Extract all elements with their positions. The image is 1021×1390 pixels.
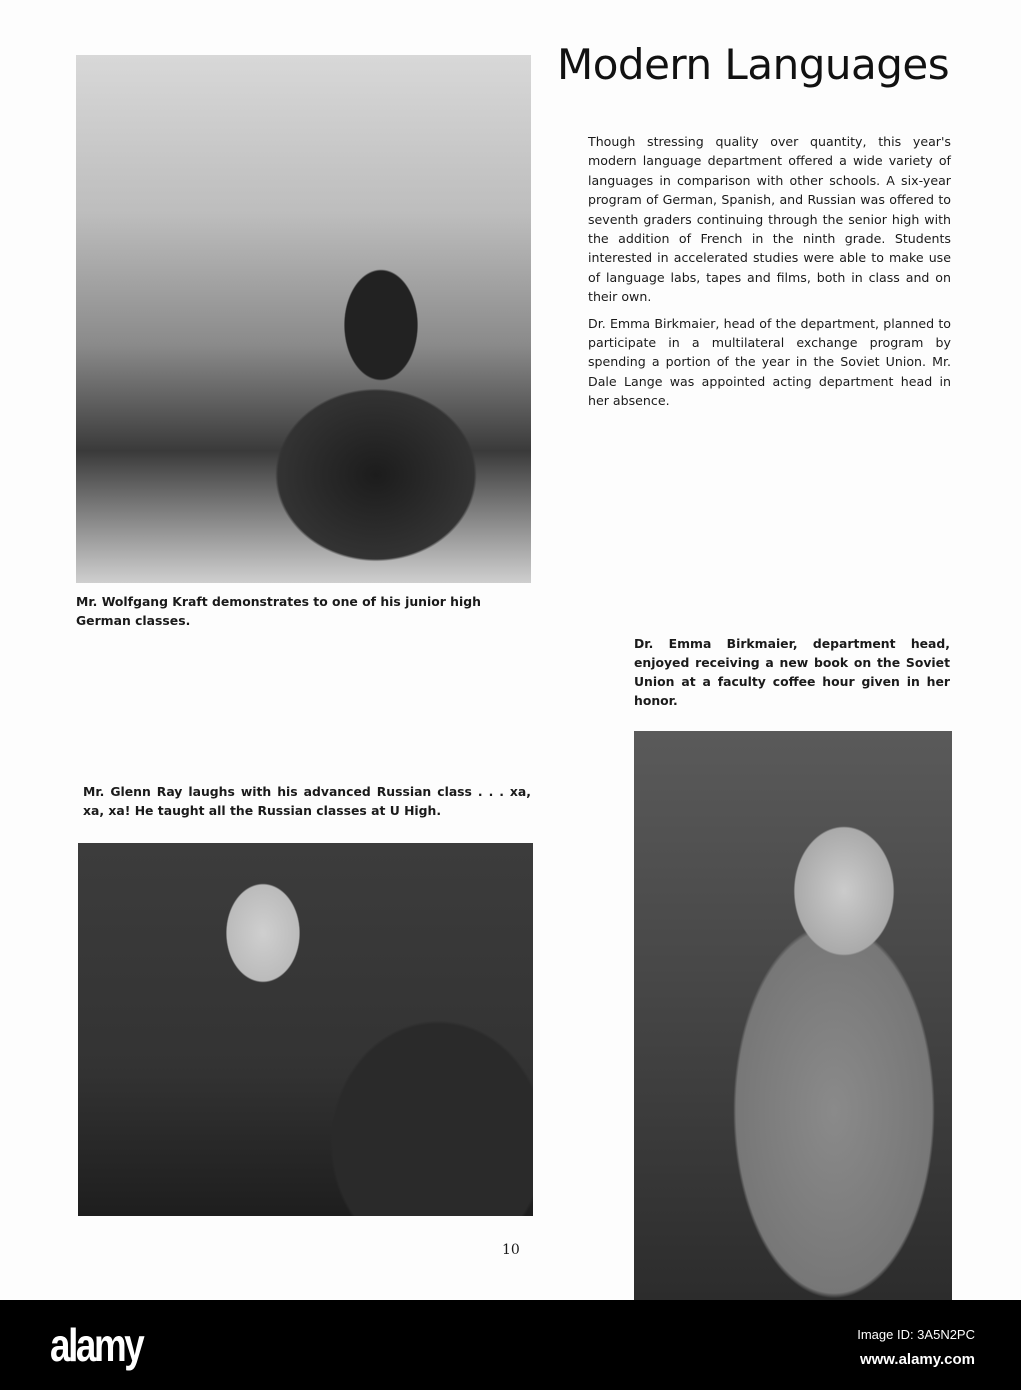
page-number: 10 bbox=[502, 1242, 520, 1258]
classroom-photo-kraft bbox=[76, 55, 531, 583]
alamy-logo: alamy bbox=[50, 1319, 143, 1371]
photo-birkmaier bbox=[634, 731, 952, 1300]
body-paragraph: Though stressing quality over quantity, this year's modern language department offered a wide variety of languages in comparison with other schools. A six-year program of German, Spanish, and Russian was offered to seventh graders continuing through the senior high with the addition of French in the ninth grade. Students interested in accelerated studies were able to make use of language labs, tapes and films, both in class and on their own. bbox=[588, 134, 951, 305]
caption-ray: Mr. Glenn Ray laughs with his advanced Russian class . . . xa, xa, xa! He taught all the Russian classes at U High. bbox=[83, 784, 531, 818]
body-paragraph: Dr. Emma Birkmaier, head of the department, planned to participate in a multilateral exchange program by spending a portion of the year in the Soviet Union. Mr. Dale Lange was appointed acting department head in her absence. bbox=[588, 315, 951, 409]
image-id: Image ID: 3A5N2PC bbox=[857, 1327, 975, 1342]
article-body bbox=[588, 132, 951, 418]
caption-birkmaier: Dr. Emma Birkmaier, department head, enjoyed receiving a new book on the Soviet Union at a faculty coffee hour given in her honor. bbox=[634, 636, 950, 708]
caption-kraft: Mr. Wolfgang Kraft demonstrates to one of his junior high German classes. bbox=[76, 594, 481, 628]
page-title: Modern Languages bbox=[557, 40, 950, 89]
classroom-photo-ray bbox=[78, 843, 533, 1216]
watermark-footer bbox=[0, 1300, 1021, 1390]
site-url: www.alamy.com bbox=[859, 1351, 975, 1368]
